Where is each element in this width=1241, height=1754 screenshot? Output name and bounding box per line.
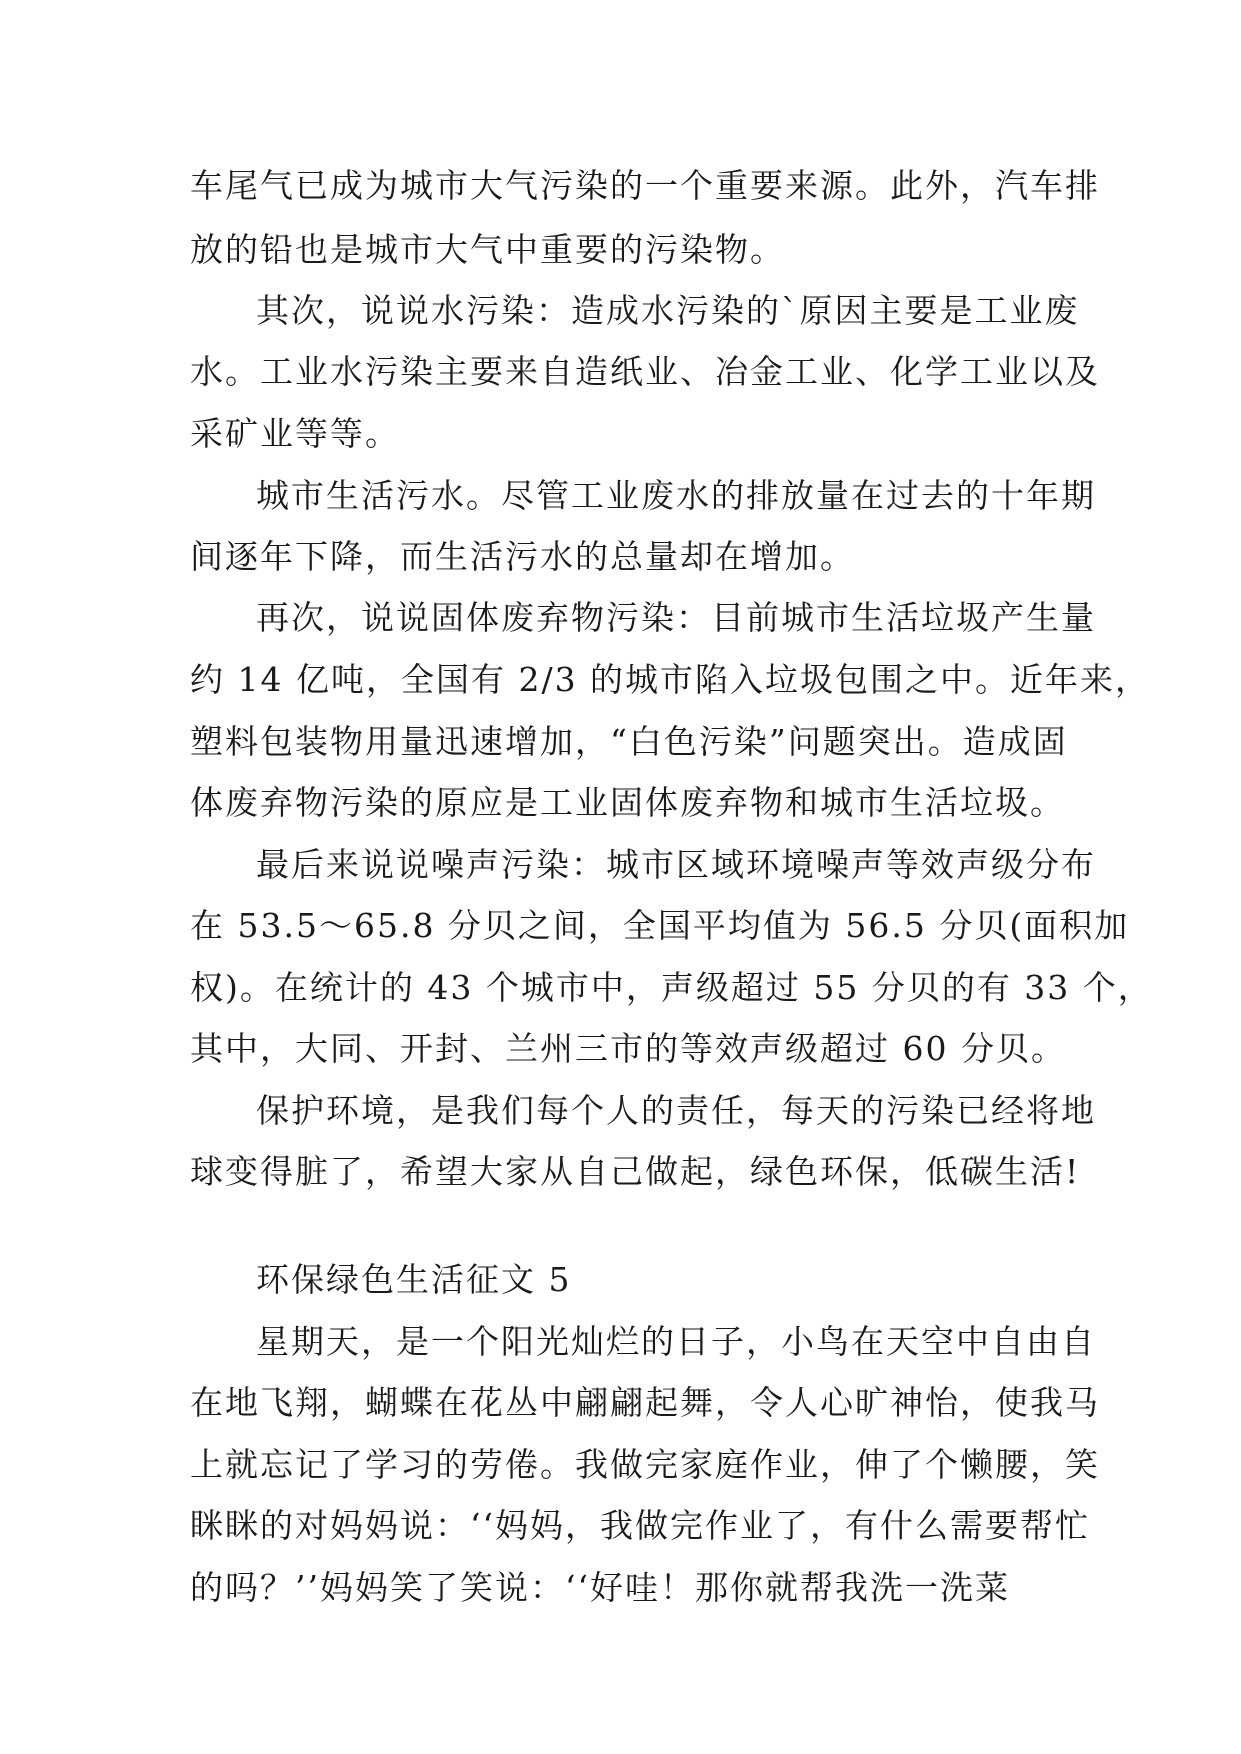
text-line: 水。工业水污染主要来自造纸业、冶金工业、化学工业以及: [190, 352, 1100, 391]
text-line: 星期天，是一个阳光灿烂的日子，小鸟在天空中自由自: [256, 1322, 1096, 1361]
text-line: 塑料包装物用量迅速增加，“白色污染”问题突出。造成固: [190, 722, 1068, 761]
text-line: 车尾气已成为城市大气污染的一个重要来源。此外，汽车排: [190, 166, 1100, 205]
text-line: 其中，大同、开封、兰州三市的等效声级超过 60 分贝。: [190, 1029, 1066, 1068]
text-line: 采矿业等等。: [190, 414, 400, 453]
text-line: 权)。在统计的 43 个城市中，声级超过 55 分贝的有 33 个，: [190, 968, 1153, 1007]
text-line: 约 14 亿吨，全国有 2/3 的城市陷入垃圾包围之中。近年来，: [190, 660, 1151, 699]
text-line: 的吗？’’妈妈笑了笑说：‘‘好哇！那你就帮我洗一洗菜: [190, 1568, 1010, 1607]
text-line: 其次，说说水污染：造成水污染的`原因主要是工业废: [256, 291, 1080, 330]
text-line: 城市生活污水。尽管工业废水的排放量在过去的十年期: [256, 476, 1096, 515]
text-line: 最后来说说噪声污染：城市区域环境噪声等效声级分布: [256, 845, 1096, 884]
text-line: 在地飞翔，蝴蝶在花丛中翩翩起舞，令人心旷神怡，使我马: [190, 1383, 1100, 1422]
text-line: 上就忘记了学习的劳倦。我做完家庭作业，伸了个懒腰，笑: [190, 1445, 1100, 1484]
text-line: 眯眯的对妈妈说：‘‘妈妈，我做完作业了，有什么需要帮忙: [190, 1506, 1090, 1545]
text-line: 体废弃物污染的原应是工业固体废弃物和城市生活垃圾。: [190, 783, 1065, 822]
text-line: 在 53.5～65.8 分贝之间，全国平均值为 56.5 分贝(面积加: [190, 906, 1130, 945]
text-line: 再次，说说固体废弃物污染：目前城市生活垃圾产生量: [256, 598, 1096, 637]
text-line: 球变得脏了，希望大家从自己做起，绿色环保，低碳生活!: [190, 1152, 1081, 1191]
text-line: 保护环境，是我们每个人的责任，每天的污染已经将地: [256, 1091, 1096, 1130]
text-line: 放的铅也是城市大气中重要的污染物。: [190, 230, 785, 269]
section-heading: 环保绿色生活征文 5: [256, 1260, 572, 1299]
text-line: 间逐年下降，而生活污水的总量却在增加。: [190, 537, 855, 576]
